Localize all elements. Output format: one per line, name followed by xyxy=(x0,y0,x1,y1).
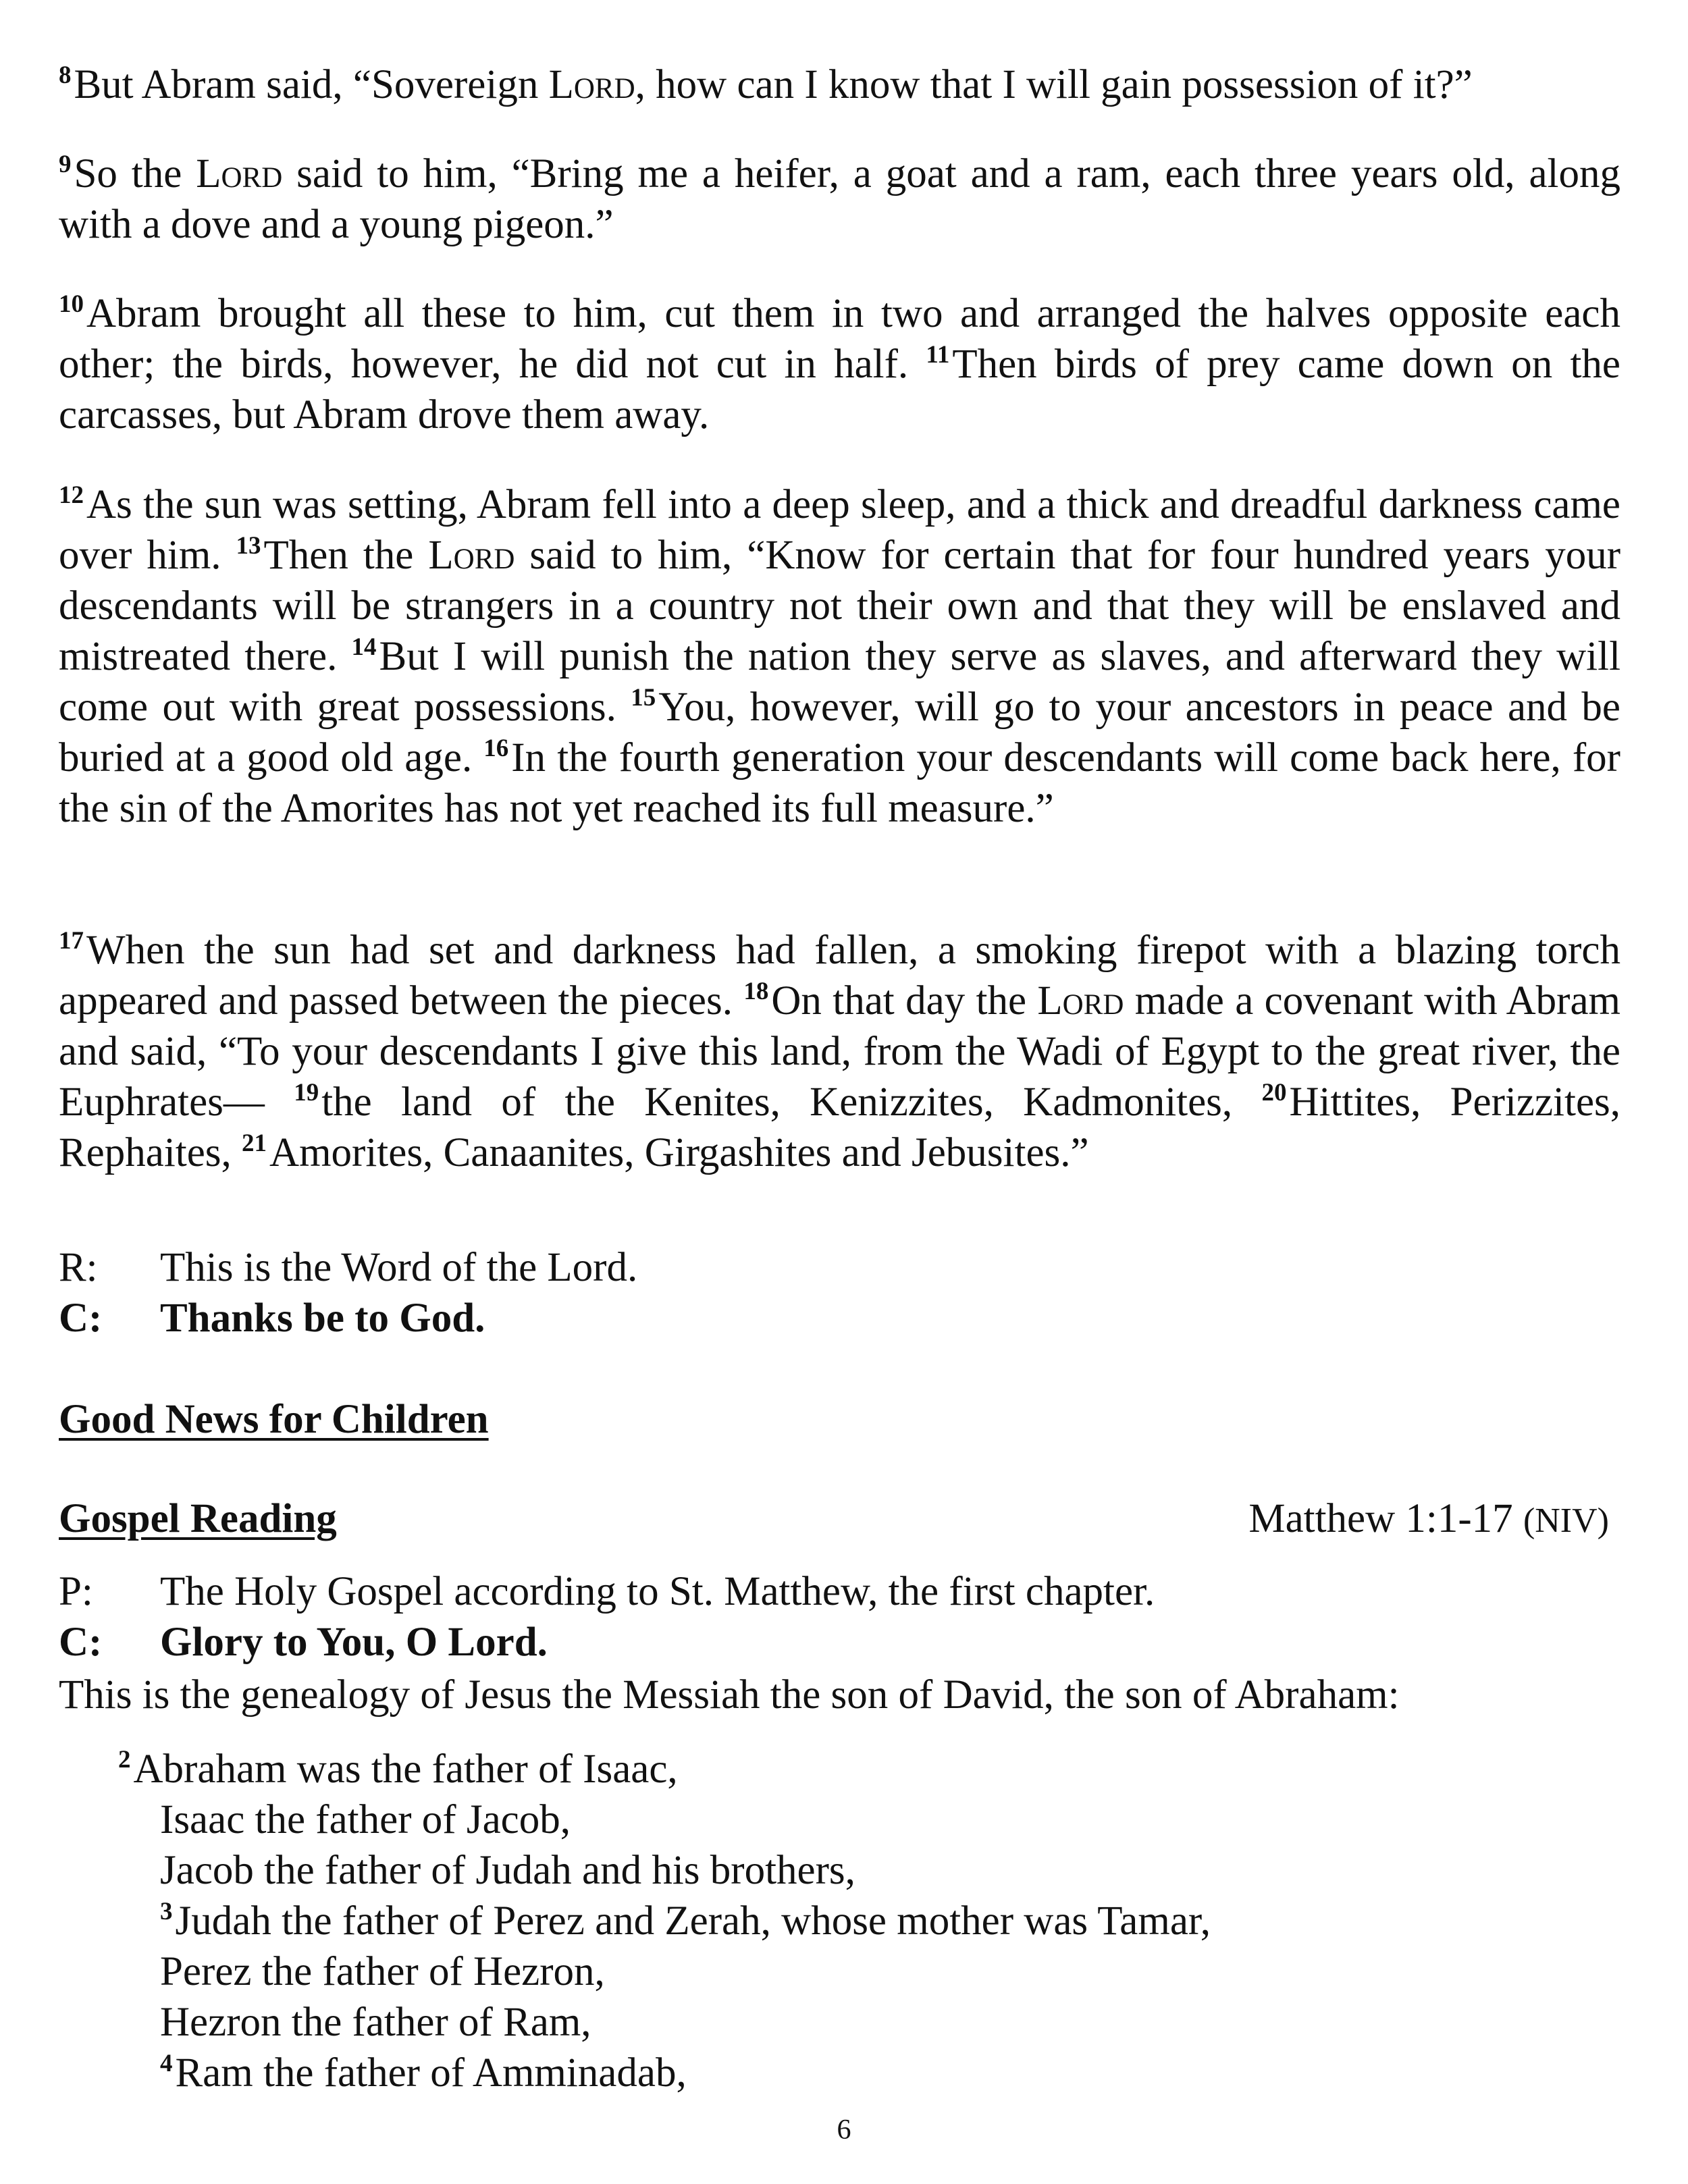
response-label: C: xyxy=(59,1620,103,1665)
verses-10-11-paragraph xyxy=(59,288,1620,440)
verse-number: 15 xyxy=(631,684,656,712)
response-label: R: xyxy=(59,1245,98,1290)
genealogy-line xyxy=(160,1997,591,2048)
verses-17-21-paragraph xyxy=(59,925,1620,1178)
response-text: This is the Word of the Lord. xyxy=(160,1245,638,1290)
genealogy-text: Isaac the father of Jacob, xyxy=(160,1797,571,1842)
verse-number: 13 xyxy=(236,532,261,560)
verse-text: Amorites, Canaanites, Girgashites and Jebusites.” xyxy=(269,1130,1089,1175)
genealogy-line xyxy=(160,2048,687,2098)
gospel-heading: Gospel Reading xyxy=(59,1496,337,1541)
verse-number: 12 xyxy=(59,481,84,509)
verse-text: made a covenant with Abram and said, “To your descendants I give this land, from the Wadi of Egypt to the great river, the Euphrates— xyxy=(59,978,1621,1125)
verse-text: You, however, will go to your ancestors in peace and be buried at a good old age. xyxy=(59,685,1620,780)
reference-text: Matthew 1:1-17 xyxy=(1248,1496,1513,1541)
verse-number: 19 xyxy=(294,1079,319,1107)
verse-text: But Abram said, “Sovereign xyxy=(74,62,549,107)
response-c-line xyxy=(59,1293,1620,1343)
lord-smallcaps: Lord xyxy=(428,533,515,578)
verse-text: But I will punish the nation they serve as slaves, and afterward they will come out with great possessions. xyxy=(59,634,1621,730)
verse-number: 9 xyxy=(59,151,72,178)
lord-smallcaps: Lord xyxy=(196,151,283,196)
verse-number: 11 xyxy=(926,341,950,369)
verse-number: 20 xyxy=(1261,1079,1287,1107)
verse-number: 4 xyxy=(160,2050,173,2077)
verse-text: Then birds of prey came down on the carcasses, but Abram drove them away. xyxy=(59,342,1620,437)
verse-number: 16 xyxy=(483,735,509,762)
gospel-p-line xyxy=(59,1566,1620,1617)
response-label: P: xyxy=(59,1569,93,1614)
verse-number: 3 xyxy=(160,1898,173,1925)
genealogy-text: Hezron the father of Ram, xyxy=(160,2000,591,2045)
response-text: The Holy Gospel according to St. Matthew, the first chapter. xyxy=(160,1569,1155,1614)
verse-text: So the xyxy=(74,151,196,196)
verse-text: said to him, “Know for certain that for four hundred years your descendants will be strangers in a country not their own and that they will be enslaved and mistreated there. xyxy=(59,533,1621,679)
verse-8-paragraph xyxy=(59,59,1620,110)
verse-text: said to him, “Bring me a heifer, a goat and a ram, each three years old, along with a dove and a young pigeon.” xyxy=(59,151,1620,247)
verse-9-paragraph xyxy=(59,149,1620,250)
verse-text: Then the xyxy=(263,533,429,578)
verse-number: 17 xyxy=(59,927,84,955)
verse-number: 8 xyxy=(59,61,72,89)
verse-number: 21 xyxy=(242,1129,267,1157)
verse-text: , how can I know that I will gain possession of it?” xyxy=(635,62,1473,107)
genealogy-line xyxy=(160,1946,605,1997)
children-heading: Good News for Children xyxy=(59,1397,489,1442)
verse-text: Abram brought all these to him, cut them in two and arranged the halves opposite each other; the birds, however, he did not cut in half. xyxy=(59,291,1620,387)
verse-text: When the sun had set and darkness had fallen, a smoking firepot with a blazing torch appeared and passed between the pieces. xyxy=(59,928,1620,1023)
verse-text: As the sun was setting, Abram fell into a deep sleep, and a thick and dreadful darkness came over him. xyxy=(59,482,1620,578)
genealogy-line xyxy=(160,1896,1211,1946)
genealogy-line xyxy=(118,1744,678,1794)
genealogy-text: Perez the father of Hezron, xyxy=(160,1949,605,1994)
lord-smallcaps: Lord xyxy=(1037,978,1124,1023)
verse-number: 14 xyxy=(351,633,377,661)
genealogy-line xyxy=(160,1794,571,1845)
version-text: (NIV) xyxy=(1523,1501,1609,1540)
genealogy-line xyxy=(160,1845,855,1896)
genealogy-text: Abraham was the father of Isaac, xyxy=(133,1747,678,1792)
response-text: Thanks be to God. xyxy=(160,1296,485,1341)
verse-text: the land of the Kenites, Kenizzites, Kadmonites, xyxy=(321,1080,1233,1125)
verse-text: On that day the xyxy=(771,978,1038,1023)
response-text: Glory to You, O Lord. xyxy=(160,1620,548,1665)
verses-12-16-paragraph xyxy=(59,479,1620,834)
genealogy-text: Ram the father of Amminadab, xyxy=(175,2050,687,2096)
gospel-intro: This is the genealogy of Jesus the Messiah the son of David, the son of Abraham: xyxy=(59,1672,1400,1717)
verse-text: In the fourth generation your descendants will come back here, for the sin of the Amorites has not yet reached its full measure.” xyxy=(59,735,1620,831)
response-label: C: xyxy=(59,1296,103,1341)
verse-number: 18 xyxy=(743,978,769,1005)
gospel-c-line xyxy=(59,1617,1620,1668)
gospel-reference xyxy=(1248,1493,1609,1546)
response-r-line xyxy=(59,1242,1620,1293)
verse-number: 10 xyxy=(59,290,84,318)
verse-number: 2 xyxy=(118,1746,131,1774)
genealogy-text: Jacob the father of Judah and his brothers, xyxy=(160,1848,855,1893)
page-number: 6 xyxy=(837,2114,851,2146)
lord-smallcaps: Lord xyxy=(548,62,635,107)
verse-text: Hittites, Perizzites, Rephaites, xyxy=(59,1080,1621,1175)
genealogy-text: Judah the father of Perez and Zerah, whose mother was Tamar, xyxy=(175,1898,1211,1944)
